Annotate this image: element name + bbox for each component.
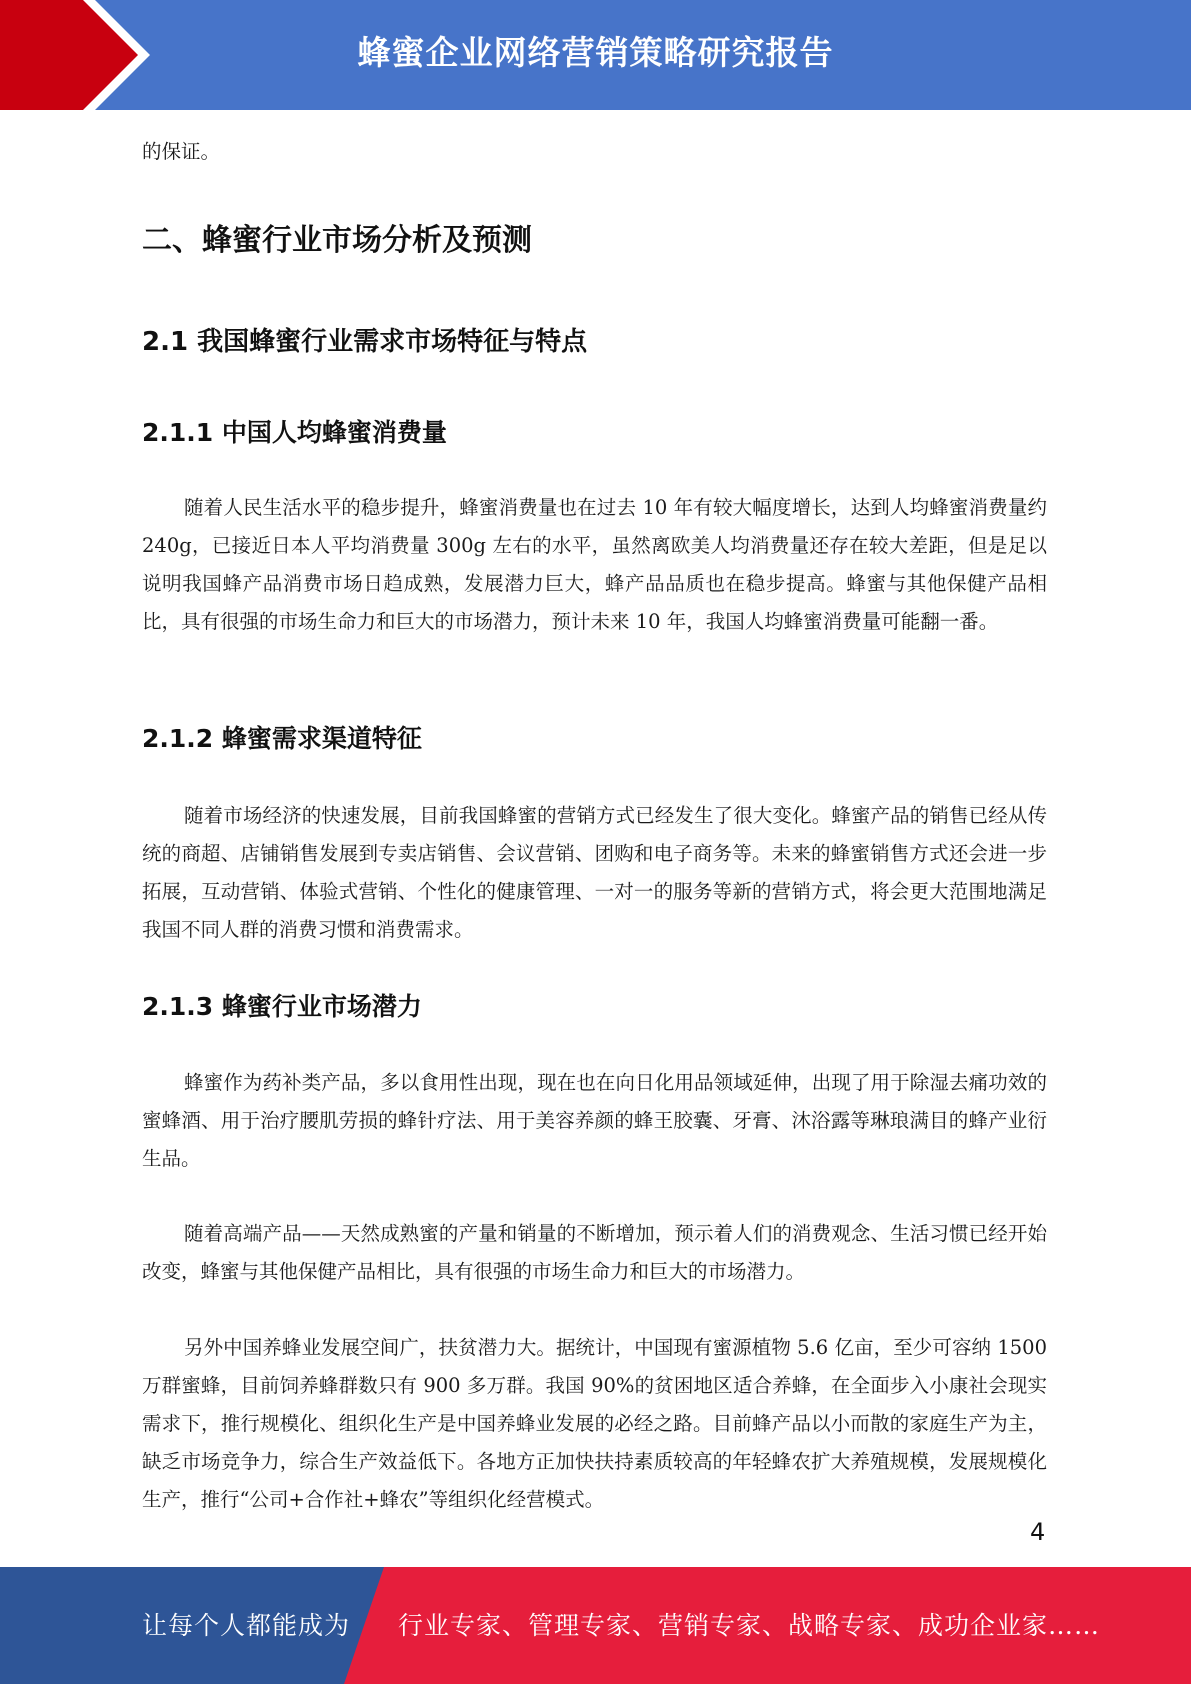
- paragraph-2-1-3-b: 随着高端产品——天然成熟蜜的产量和销量的不断增加，预示着人们的消费观念、生活习惯已经开始改变，蜂蜜与其他保健产品相比，具有很强的市场生命力和巨大的市场潜力。: [142, 1222, 1047, 1283]
- paragraph-2-1-3-c: 另外中国养蜂业发展空间广，扶贫潜力大。据统计，中国现有蜜源植物 5.6 亿亩，至少可容纳 1500 万群蜜蜂，目前饲养蜂群数只有 900 多万群。我国 90%的贫困地区适合养蜂，在全面步入小康社会现实需求下，推行规模化、组织化生产是中国养蜂业发展的必经之路。目前蜂产品以小而散的家庭生产为主，缺乏市场竞争力，综合生产效益低下。各地方正加快扶持素质较高的年轻蜂农扩大养殖规模，发展规模化生产，推行“公司+合作社+蜂农”等组织化经营模式。: [142, 1336, 1047, 1511]
- heading-2-1-2: 2.1.2 蜂蜜需求渠道特征: [142, 724, 422, 753]
- continued-text: 的保证。: [142, 140, 221, 163]
- paragraph-2-1-1: 随着人民生活水平的稳步提升，蜂蜜消费量也在过去 10 年有较大幅度增长，达到人均蜂蜜消费量约 240g，已接近日本人平均消费量 300g 左右的水平，虽然离欧美人均消费量还存在较大差距，但是足以说明我国蜂产品消费市场日趋成熟，发展潜力巨大，蜂产品品质也在稳步提高。蜂蜜与其他保健产品相比，具有很强的市场生命力和巨大的市场潜力，预计未来 10 年，我国人均蜂蜜消费量可能翻一番。: [142, 496, 1047, 633]
- section-heading: 二、蜂蜜行业市场分析及预测: [142, 223, 532, 258]
- header-chevron-decoration: [0, 0, 160, 110]
- document-title: 蜂蜜企业网络营销策略研究报告: [357, 33, 834, 72]
- heading-2-1-1: 2.1.1 中国人均蜂蜜消费量: [142, 418, 447, 447]
- header-banner: [0, 0, 1191, 110]
- footer-slogan-left: 让每个人都能成为: [142, 1611, 351, 1640]
- subsection-heading: 2.1 我国蜂蜜行业需求市场特征与特点: [142, 327, 588, 357]
- heading-2-1-3: 2.1.3 蜂蜜行业市场潜力: [142, 992, 422, 1021]
- page-number: 4: [1030, 1518, 1046, 1546]
- paragraph-2-1-2: 随着市场经济的快速发展，目前我国蜂蜜的营销方式已经发生了很大变化。蜂蜜产品的销售已经从传统的商超、店铺销售发展到专卖店销售、会议营销、团购和电子商务等。未来的蜂蜜销售方式还会进一步拓展，互动营销、体验式营销、个性化的健康管理、一对一的服务等新的营销方式，将会更大范围地满足我国不同人群的消费习惯和消费需求。: [142, 804, 1047, 941]
- footer-banner: [0, 1567, 1191, 1684]
- footer-slogan-right: 行业专家、管理专家、营销专家、战略专家、成功企业家……: [398, 1611, 1101, 1640]
- paragraph-2-1-3-a: 蜂蜜作为药补类产品，多以食用性出现，现在也在向日化用品领域延伸，出现了用于除湿去痛功效的蜜蜂酒、用于治疗腰肌劳损的蜂针疗法、用于美容养颜的蜂王胶囊、牙膏、沐浴露等琳琅满目的蜂产业衍生品。: [142, 1071, 1047, 1170]
